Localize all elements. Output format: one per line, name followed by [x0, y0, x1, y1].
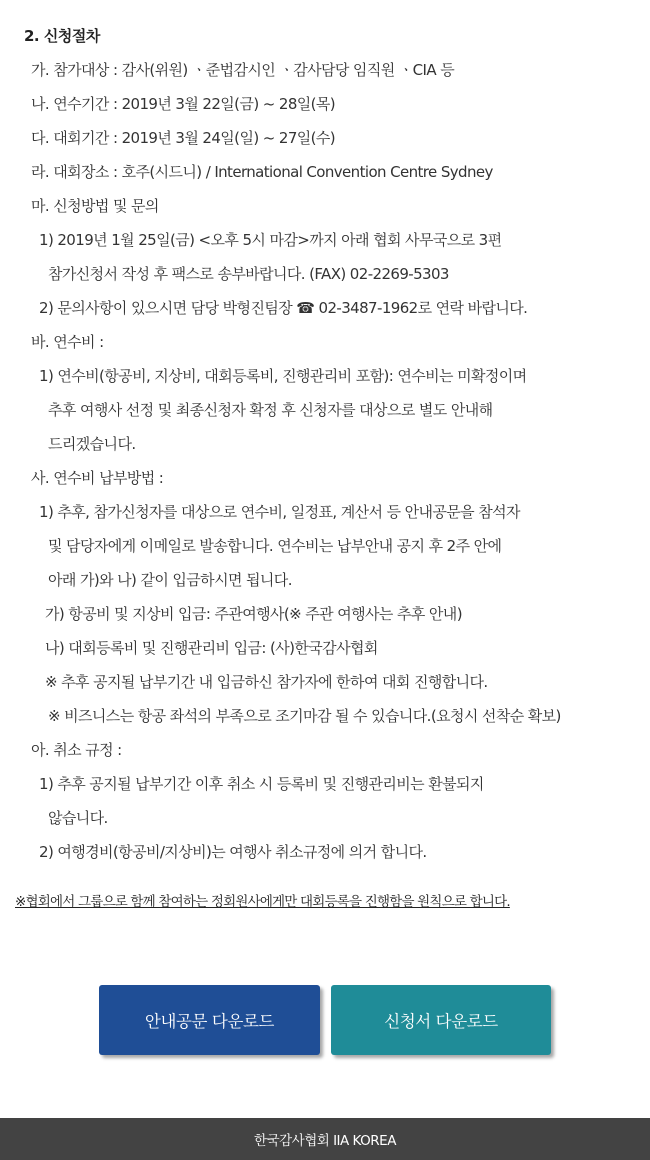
text-line-apply-method: 마. 신청방법 및 문의	[31, 197, 159, 215]
section-title: 2. 신청절차	[24, 27, 100, 45]
text-line-payment: 사. 연수비 납부방법 :	[31, 469, 164, 487]
text-line-payment-b: 나) 대회등록비 및 진행관리비 입금: (사)한국감사협회	[45, 639, 378, 657]
text-line-payment-note-2: ※ 비즈니스는 항공 좌석의 부족으로 조기마감 될 수 있습니다.(요청시 선착순 확보)	[48, 707, 561, 725]
text-line-cancel-1-cont: 않습니다.	[48, 809, 108, 827]
text-line-conference-period: 다. 대회기간 : 2019년 3월 24일(일) ~ 27일(수)	[31, 129, 336, 147]
text-line-target: 가. 참가대상 : 감사(위원) ㆍ준법감시인 ㆍ감사담당 임직원 ㆍCIA 등	[31, 61, 455, 79]
footer-bar	[0, 1118, 650, 1160]
text-line-payment-1-cont2: 아래 가)와 나) 같이 입금하시면 됩니다.	[48, 571, 292, 589]
text-line-apply-2: 2) 문의사항이 있으시면 담당 박형진팀장 ☎ 02-3487-1962로 연락 바랍니다.	[39, 299, 528, 317]
text-line-payment-1-cont: 및 담당자에게 이메일로 발송합니다. 연수비는 납부안내 공지 후 2주 안에	[48, 537, 502, 555]
application-download-label: 신청서 다운로드	[384, 1012, 498, 1031]
text-line-fee-1-cont: 추후 여행사 선정 및 최종신청자 확정 후 신청자를 대상으로 별도 안내해	[48, 401, 493, 419]
text-line-apply-1-cont: 참가신청서 작성 후 팩스로 송부바랍니다. (FAX) 02-2269-5303	[48, 265, 449, 283]
text-line-fee: 바. 연수비 :	[31, 333, 104, 351]
text-line-venue: 라. 대회장소 : 호주(시드니) / International Convention Centre Sydney	[31, 163, 493, 181]
text-line-training-period: 나. 연수기간 : 2019년 3월 22일(금) ~ 28일(목)	[31, 95, 336, 113]
text-line-fee-1: 1) 연수비(항공비, 지상비, 대회등록비, 진행관리비 포함): 연수비는 미확정이며	[39, 367, 527, 385]
text-line-payment-a: 가) 항공비 및 지상비 입금: 주관여행사(※ 주관 여행사는 추후 안내)	[45, 605, 462, 623]
guide-download-label: 안내공문 다운로드	[144, 1012, 275, 1031]
text-line-fee-1-cont2: 드리겠습니다.	[48, 435, 136, 453]
text-line-cancel: 아. 취소 규정 :	[31, 741, 122, 759]
text-line-payment-1: 1) 추후, 참가신청자를 대상으로 연수비, 일정표, 계산서 등 안내공문을 참석자	[39, 503, 520, 521]
footer-text: 한국감사협회 IIA KOREA	[254, 1133, 396, 1149]
registration-note: ※협회에서 그룹으로 함께 참여하는 정회원사에게만 대회등록을 진행함을 원칙으로 합니다.	[15, 894, 510, 910]
guide-download-button[interactable]	[99, 985, 320, 1055]
text-line-apply-1: 1) 2019년 1월 25일(금) <오후 5시 마감>까지 아래 협회 사무국으로 3편	[39, 231, 502, 249]
text-line-cancel-2: 2) 여행경비(항공비/지상비)는 여행사 취소규정에 의거 합니다.	[39, 843, 427, 861]
application-download-button[interactable]	[331, 985, 551, 1055]
text-line-cancel-1: 1) 추후 공지될 납부기간 이후 취소 시 등록비 및 진행관리비는 환불되지	[39, 775, 484, 793]
text-line-payment-note-1: ※ 추후 공지될 납부기간 내 입금하신 참가자에 한하여 대회 진행합니다.	[45, 673, 488, 691]
